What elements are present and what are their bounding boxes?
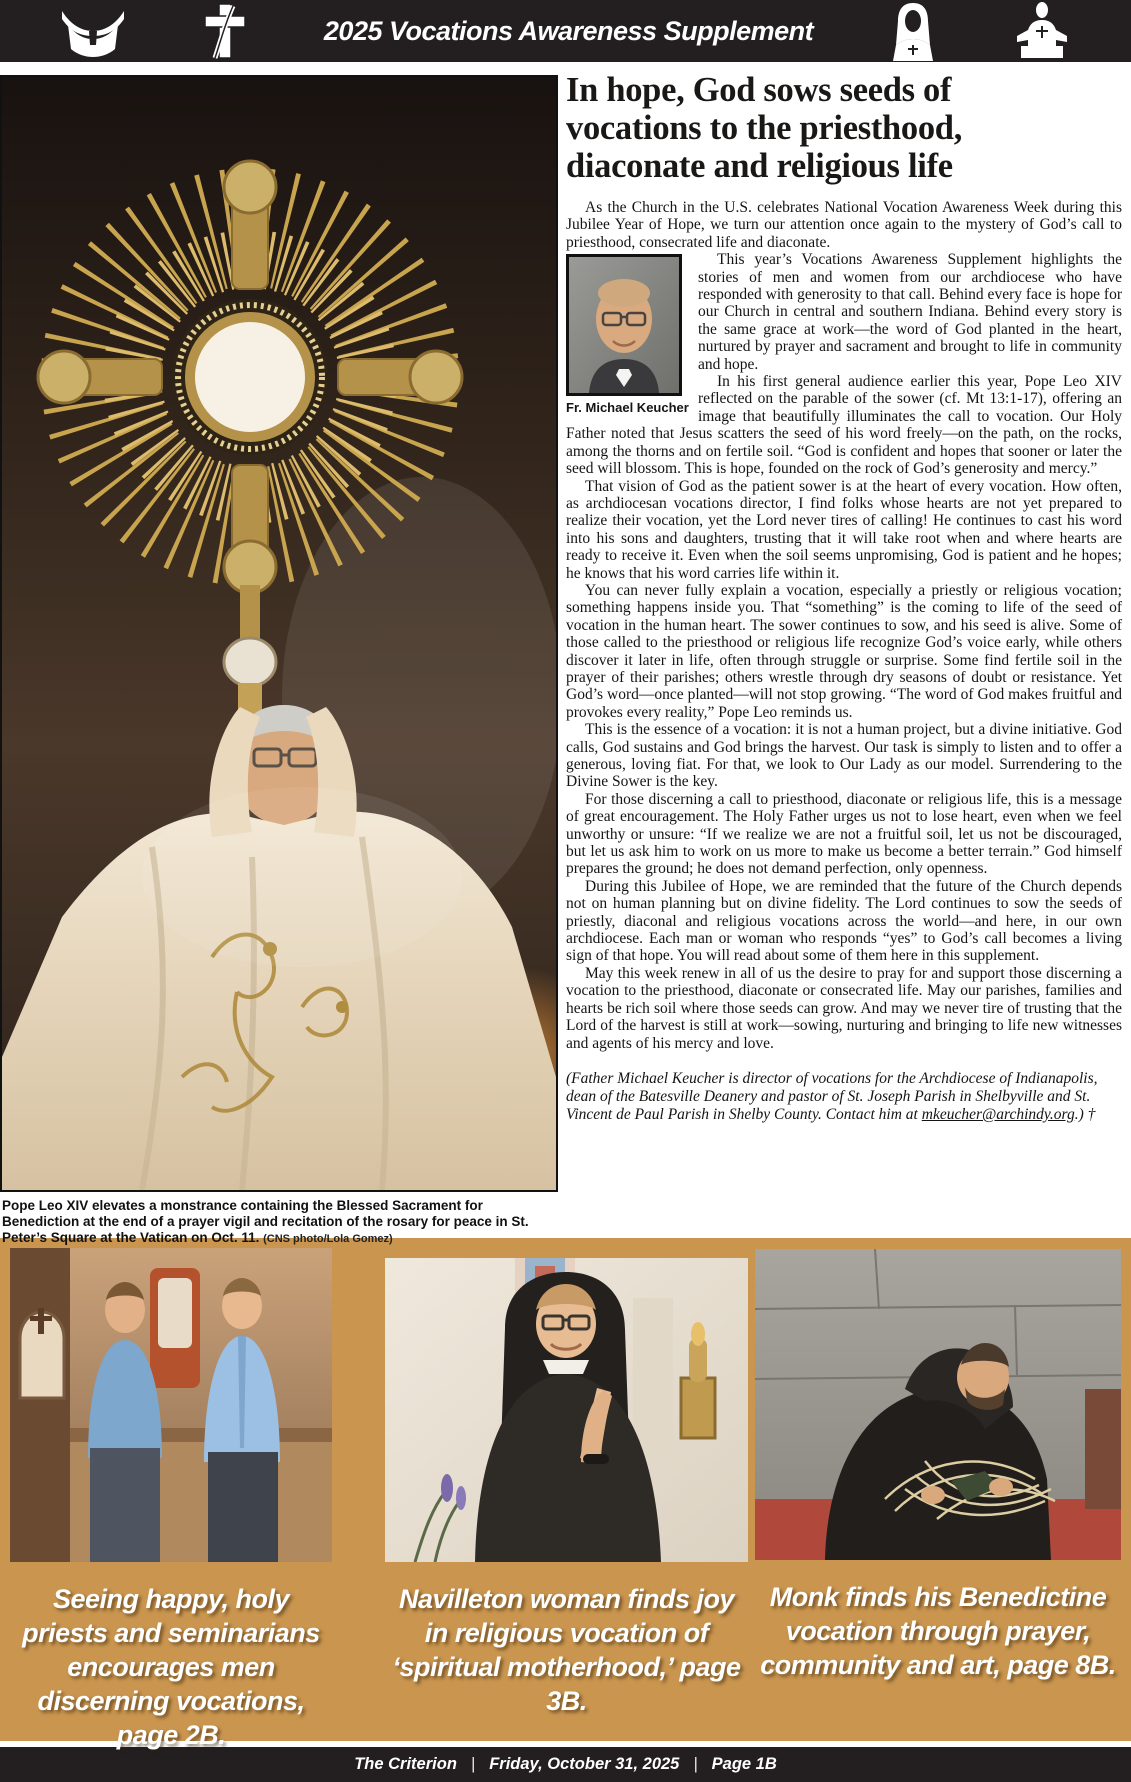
article-paragraph: This year’s Vocations Awareness Supplement highlights the stories of men and women from our archdiocese who have responded with generosity to that call. Behind every face is hope for our Church in central and southern Indiana. Behind every story is the same grace at work—the word of God planted in the heart, nurtured by prayer and sacrament and brought to life in community and hope. [698,251,1122,373]
email-link[interactable]: mkeucher@archindy.org [921,1105,1075,1123]
teaser-monk [755,1238,1121,1682]
article-paragraph: This is the essence of a vocation: it is not a human project, but a divine initiative. God calls, God sustains and God brings the harvest. Our task is simply to listen and to offer a generous, loving fiat. For that, we look to Our Lady as our model. Surrendering to the Divine Sower is the key. [566,721,1122,791]
top-banner [0,0,1131,62]
teaser-headline-8b: Monk finds his Benedictine vocation through prayer, community and art, page 8B. [760,1582,1116,1680]
priest-altar-icon [1013,2,1071,60]
left-column [0,75,558,1245]
teaser-headline-3b: Navilleton woman finds joy in religious vocation of ‘spiritual motherhood,’ page 3B. [392,1584,741,1716]
nun-photo [385,1258,748,1562]
teaser-band [0,1238,1131,1750]
article-paragraph: For those discerning a call to priesthood, diaconate or religious life, this is a message of great encouragement. The Holy Father urges us not to lose heart, even when we feel unworthy or unsure: “If we realize we are not a fruitful soil, let us not be discouraged, but let us ask him to work on us more to make us become a better terrain.” God himself prepares the ground; he does not demand perfection, only openness. [566,790,1122,878]
seminarians-photo [10,1248,332,1562]
caption-text: Pope Leo XIV elevates a monstrance containing the Blessed Sacrament for Benediction at the end of a prayer vigil and recitation of the rosary for peace in St. Peter’s Square at the Vatican on Oct. 11. [2,1198,529,1245]
article-headline [566,71,1122,185]
nun-icon [890,1,936,61]
banner-title: 2025 Vocations Awareness Supplement [323,15,814,46]
headline-line-1: In hope, God sows seeds of [566,71,952,109]
headline-line-3: diaconate and religious life [566,147,953,185]
headline-line-2: vocations to the priesthood, [566,109,963,147]
main-content [0,62,1131,1245]
article-paragraph: As the Church in the U.S. celebrates National Vocation Awareness Week during this Jubilee Year of Hope, we turn our attention once again to the mystery of God’s call to priesthood, consecrated life and diaconate. [566,199,1122,251]
stole-cross-icon [203,2,247,60]
bio-text-end: .) † [1074,1105,1096,1123]
footer-date: Friday, October 31, 2025 [489,1755,680,1773]
pope-monstrance-photo [0,75,558,1192]
footer-separator: | [693,1755,698,1773]
monk-photo [755,1249,1121,1560]
inset-caption: Fr. Michael Keucher [566,400,689,416]
article-body [566,199,1122,1052]
teaser-headline-2b: Seeing happy, holy priests and seminarians encourages men discerning vocations, page 2B. [22,1584,320,1750]
teaser-nun [385,1238,748,1718]
footer-page: Page 1B [711,1755,777,1773]
article-paragraph: During this Jubilee of Hope, we are reminded that the future of the Church depends not on human planning but on divine fidelity. The Lord continues to sow the seeds of priestly, diaconal and religious vocations across the world—and here, in our own archdiocese. Each man or woman who responds “yes” to God’s call becomes a living sign of that hope. You will read about some of them here in this supplement. [566,877,1122,965]
footer-bar [0,1747,1131,1782]
teaser-seminarians [10,1238,332,1752]
author-bio [566,1070,1122,1124]
footer-publication: The Criterion [354,1755,457,1773]
caption-credit: (CNS photo/Lola Gomez) [263,1233,393,1245]
inset-figure [566,254,688,416]
article-paragraph: In his first general audience earlier this year, Pope Leo XIV reflected on the parable of the sower (cf. Mt 13:1-17), offering an image that beautifully illuminates the call to vocation. Our Holy Father noted that Jesus scatters the seed of his word freely—on the path, on the rocks, among the thorns and on fertile soil. “God is confident and hopes that sooner or later the seed will blossom. This is hope, founded on the rock of God’s generosity and mercy.” [566,373,1122,478]
bio-text: (Father Michael Keucher is director of vocations for the Archdiocese of Indianapolis, dean of the Batesville Deanery and pastor of St. Joseph Parish in Shelbyville and St. Vincent de Paul Parish in Shelby County. Contact him at [566,1069,1098,1123]
article-paragraph: That vision of God as the patient sower is at the heart of every vocation. How often, as archdiocesan vocations director, I find folks whose hearts are not yet prepared to realize their vocation, yet the Lord never tires of calling! He continues to cast his word into his sons and daughters, trusting that it will take root when and where hearts are ready to receive it. Even when the soil seems unpromising, God is patient and he hopes; he knows that his word carries life within it. [566,477,1122,582]
footer-separator: | [470,1755,476,1773]
article-paragraph: You can never fully explain a vocation, especially a priestly or religious vocation; something happens inside you. That “something” is the coming to life of the seed of vocation in the human heart. The sower continues to sow, and his seed is alive. Some of those called to the priesthood or religious life recognize God’s voice early, while others discover it later in life, often through struggle or surprise. Some find fertile soil in the prayer of their parishes; others wrestle through dry seasons of doubt or resistance. Yet God’s word—once planted—will not stop growing. “The word of God makes fruitful and provokes every reality,” Pope Leo reminds us. [566,581,1122,721]
fr-keucher-photo [566,254,682,396]
article-column [558,71,1131,1238]
miter-book-icon [60,5,126,57]
article-paragraph: May this week renew in all of us the desire to pray for and support those discerning a vocation to the priesthood, diaconate or consecrated life. May our parishes, families and hearts be rich soil where those seeds can grow. And may we never tire of trusting that the Lord of the harvest is still at work—sowing, nurturing and bringing to life new witnesses and agents of his mercy and love. [566,964,1122,1052]
